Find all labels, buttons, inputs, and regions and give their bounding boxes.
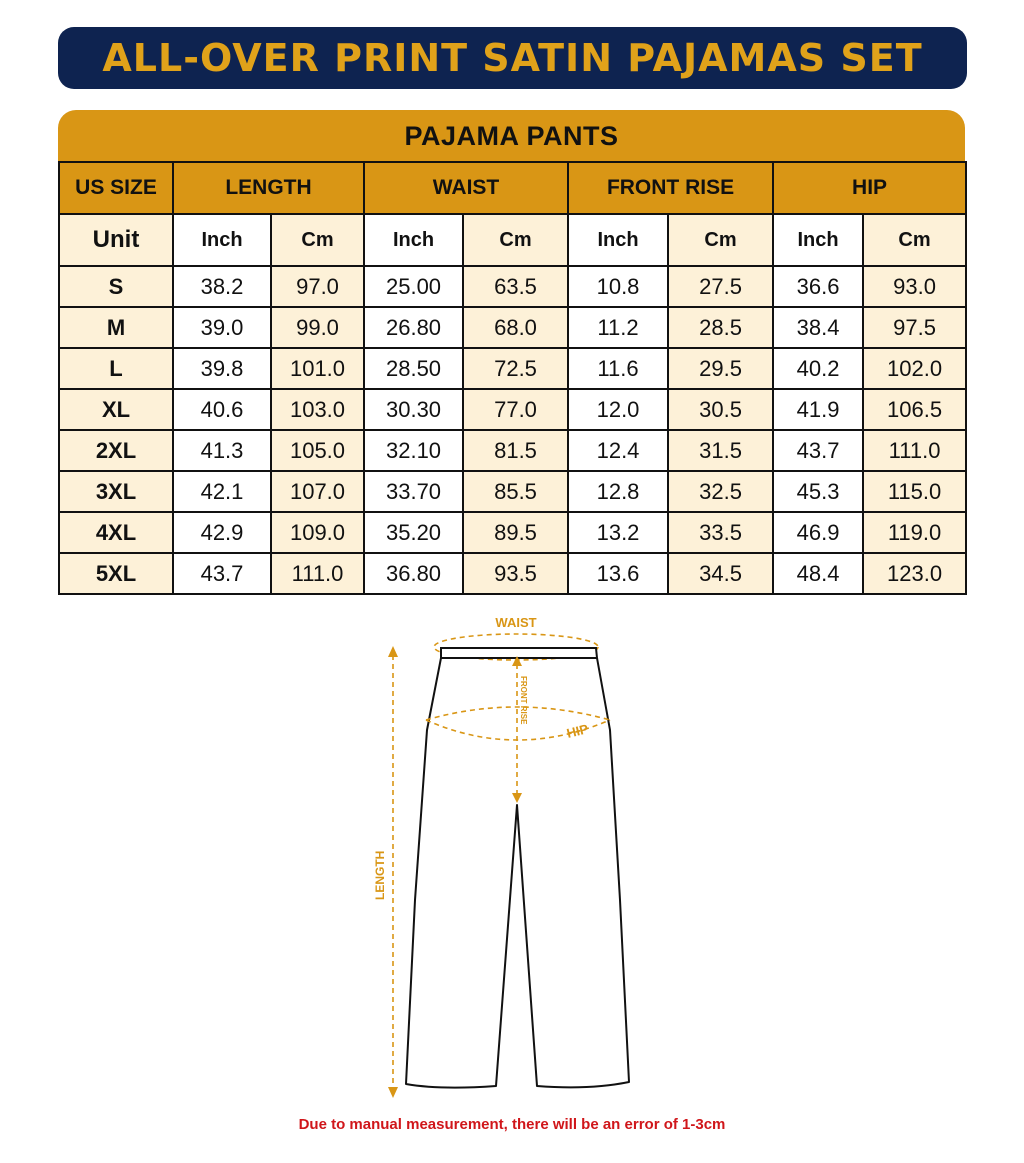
front-rise-label: FRONT RISE bbox=[519, 676, 528, 725]
cm-value-cell: 97.0 bbox=[271, 266, 364, 307]
pants-illustration bbox=[0, 600, 1024, 1100]
inch-value-cell: 40.6 bbox=[173, 389, 271, 430]
cm-value-cell: 77.0 bbox=[463, 389, 568, 430]
length-arrow-down-icon bbox=[388, 1087, 398, 1098]
inch-value-cell: 39.0 bbox=[173, 307, 271, 348]
inch-value-cell: 13.6 bbox=[568, 553, 668, 594]
inch-value-cell: 13.2 bbox=[568, 512, 668, 553]
cm-value-cell: 85.5 bbox=[463, 471, 568, 512]
cm-value-cell: 111.0 bbox=[271, 553, 364, 594]
hip-back-line bbox=[426, 707, 610, 720]
table-heading-bar bbox=[58, 110, 965, 162]
inch-value-cell: 12.0 bbox=[568, 389, 668, 430]
cm-value-cell: 63.5 bbox=[463, 266, 568, 307]
cm-value-cell: 72.5 bbox=[463, 348, 568, 389]
inch-value-cell: 41.9 bbox=[773, 389, 863, 430]
size-cell: M bbox=[59, 307, 173, 348]
inch-value-cell: 48.4 bbox=[773, 553, 863, 594]
inch-value-cell: 25.00 bbox=[364, 266, 463, 307]
title-banner bbox=[58, 27, 967, 89]
inch-value-cell: 36.6 bbox=[773, 266, 863, 307]
pants-measurement-diagram bbox=[0, 600, 1024, 1100]
front-rise-arrow-down-icon bbox=[512, 793, 522, 803]
hip-label: HIP bbox=[565, 721, 590, 741]
page-title: ALL-OVER PRINT SATIN PAJAMAS SET bbox=[102, 36, 923, 80]
size-chart-table bbox=[58, 161, 967, 595]
cm-value-cell: 28.5 bbox=[668, 307, 773, 348]
waist-label: WAIST bbox=[495, 615, 537, 630]
inch-value-cell: 11.6 bbox=[568, 348, 668, 389]
cm-value-cell: 29.5 bbox=[668, 348, 773, 389]
us-size-header: US SIZE bbox=[59, 162, 173, 214]
table-row bbox=[59, 389, 966, 430]
inch-value-cell: 12.4 bbox=[568, 430, 668, 471]
cm-value-cell: 31.5 bbox=[668, 430, 773, 471]
table-row bbox=[59, 266, 966, 307]
cm-value-cell: 111.0 bbox=[863, 430, 966, 471]
inch-value-cell: 26.80 bbox=[364, 307, 463, 348]
inch-value-cell: 11.2 bbox=[568, 307, 668, 348]
cm-value-cell: 115.0 bbox=[863, 471, 966, 512]
inch-value-cell: 30.30 bbox=[364, 389, 463, 430]
inch-value-cell: 43.7 bbox=[173, 553, 271, 594]
unit-inch: Inch bbox=[364, 214, 463, 266]
cm-value-cell: 101.0 bbox=[271, 348, 364, 389]
unit-cm: Cm bbox=[463, 214, 568, 266]
cm-value-cell: 32.5 bbox=[668, 471, 773, 512]
front-rise-header: FRONT RISE bbox=[568, 162, 773, 214]
unit-cm: Cm bbox=[863, 214, 966, 266]
table-row bbox=[59, 471, 966, 512]
unit-cm: Cm bbox=[668, 214, 773, 266]
inch-value-cell: 41.3 bbox=[173, 430, 271, 471]
inch-value-cell: 42.9 bbox=[173, 512, 271, 553]
unit-inch: Inch bbox=[773, 214, 863, 266]
inch-value-cell: 33.70 bbox=[364, 471, 463, 512]
cm-value-cell: 97.5 bbox=[863, 307, 966, 348]
inch-value-cell: 39.8 bbox=[173, 348, 271, 389]
cm-value-cell: 89.5 bbox=[463, 512, 568, 553]
cm-value-cell: 34.5 bbox=[668, 553, 773, 594]
table-row bbox=[59, 307, 966, 348]
table-row bbox=[59, 553, 966, 594]
inch-value-cell: 35.20 bbox=[364, 512, 463, 553]
cm-value-cell: 93.5 bbox=[463, 553, 568, 594]
cm-value-cell: 109.0 bbox=[271, 512, 364, 553]
waist-header: WAIST bbox=[364, 162, 568, 214]
table-heading: PAJAMA PANTS bbox=[404, 120, 619, 151]
unit-row bbox=[59, 214, 966, 266]
cm-value-cell: 27.5 bbox=[668, 266, 773, 307]
unit-inch: Inch bbox=[568, 214, 668, 266]
size-cell: L bbox=[59, 348, 173, 389]
cm-value-cell: 99.0 bbox=[271, 307, 364, 348]
inch-value-cell: 38.4 bbox=[773, 307, 863, 348]
size-cell: XL bbox=[59, 389, 173, 430]
cm-value-cell: 102.0 bbox=[863, 348, 966, 389]
size-cell: 4XL bbox=[59, 512, 173, 553]
hip-header: HIP bbox=[773, 162, 966, 214]
inch-value-cell: 10.8 bbox=[568, 266, 668, 307]
inch-value-cell: 46.9 bbox=[773, 512, 863, 553]
inch-value-cell: 42.1 bbox=[173, 471, 271, 512]
cm-value-cell: 81.5 bbox=[463, 430, 568, 471]
inch-value-cell: 43.7 bbox=[773, 430, 863, 471]
inch-value-cell: 36.80 bbox=[364, 553, 463, 594]
length-label: LENGTH bbox=[373, 850, 387, 900]
size-cell: 3XL bbox=[59, 471, 173, 512]
unit-cm: Cm bbox=[271, 214, 364, 266]
inch-value-cell: 45.3 bbox=[773, 471, 863, 512]
cm-value-cell: 123.0 bbox=[863, 553, 966, 594]
inch-value-cell: 32.10 bbox=[364, 430, 463, 471]
cm-value-cell: 30.5 bbox=[668, 389, 773, 430]
unit-label: Unit bbox=[59, 214, 173, 266]
table-row bbox=[59, 430, 966, 471]
size-cell: 2XL bbox=[59, 430, 173, 471]
inch-value-cell: 12.8 bbox=[568, 471, 668, 512]
cm-value-cell: 106.5 bbox=[863, 389, 966, 430]
cm-value-cell: 103.0 bbox=[271, 389, 364, 430]
cm-value-cell: 119.0 bbox=[863, 512, 966, 553]
cm-value-cell: 68.0 bbox=[463, 307, 568, 348]
inch-value-cell: 28.50 bbox=[364, 348, 463, 389]
group-header-row bbox=[59, 162, 966, 214]
cm-value-cell: 107.0 bbox=[271, 471, 364, 512]
inch-value-cell: 38.2 bbox=[173, 266, 271, 307]
cm-value-cell: 105.0 bbox=[271, 430, 364, 471]
cm-value-cell: 33.5 bbox=[668, 512, 773, 553]
unit-inch: Inch bbox=[173, 214, 271, 266]
waistband-shape bbox=[441, 648, 597, 658]
cm-value-cell: 93.0 bbox=[863, 266, 966, 307]
table-row bbox=[59, 512, 966, 553]
measurement-note: Due to manual measurement, there will be an error of 1-3cm bbox=[298, 1116, 726, 1133]
size-cell: 5XL bbox=[59, 553, 173, 594]
length-arrow-up-icon bbox=[388, 646, 398, 657]
table-row bbox=[59, 348, 966, 389]
inch-value-cell: 40.2 bbox=[773, 348, 863, 389]
size-cell: S bbox=[59, 266, 173, 307]
length-header: LENGTH bbox=[173, 162, 364, 214]
